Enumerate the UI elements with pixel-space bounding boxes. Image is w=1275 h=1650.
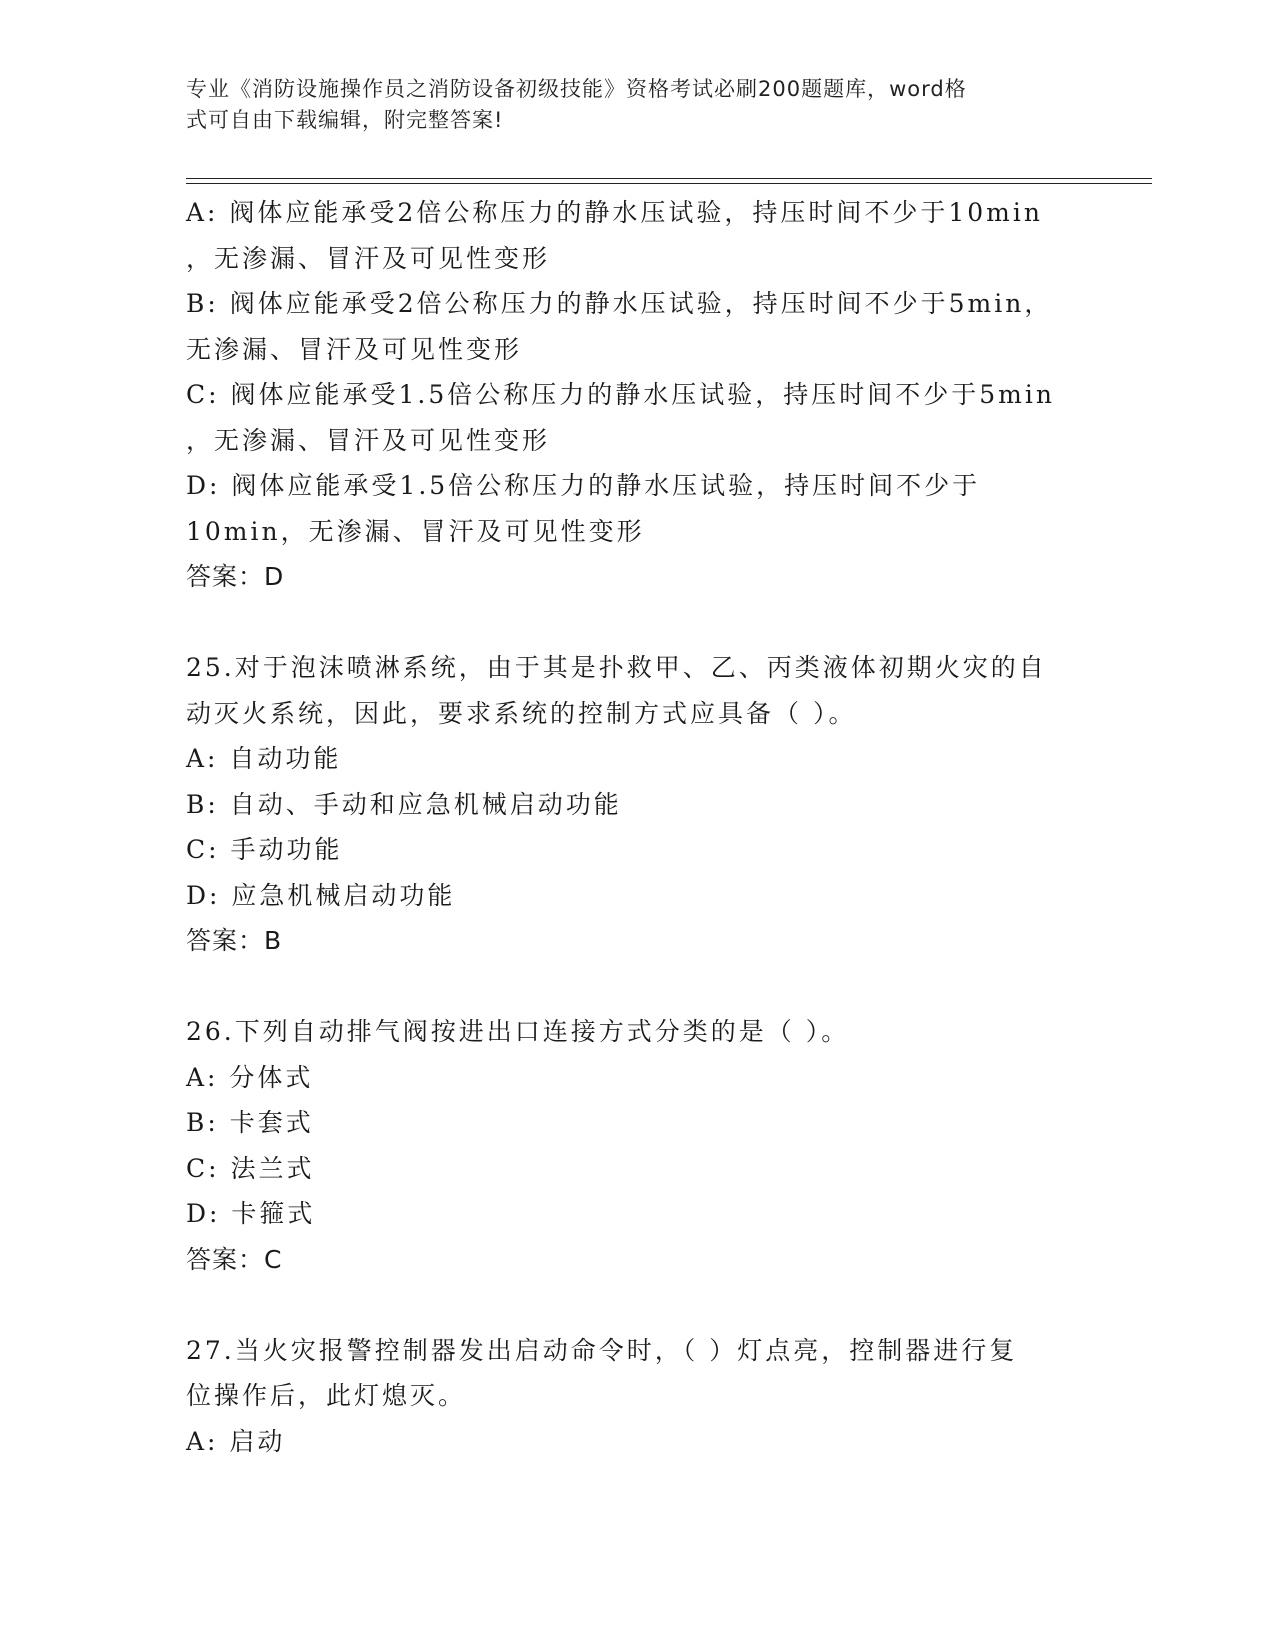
q24-option-c-line-1: C: 阀体应能承受1.5倍公称压力的静水压试验，持压时间不少于5min bbox=[186, 380, 1055, 409]
document-header bbox=[186, 74, 1066, 136]
header-divider-top bbox=[186, 178, 1152, 179]
question-26 bbox=[186, 1009, 1086, 1282]
q27-option-a: A: 启动 bbox=[186, 1426, 286, 1456]
q25-option-a: A: 自动功能 bbox=[186, 744, 342, 773]
q24-option-c-line-2: ，无渗漏、冒汗及可见性变形 bbox=[186, 425, 551, 455]
q25-answer: 答案：B bbox=[186, 926, 283, 955]
q24-option-a-line-2: ，无渗漏、冒汗及可见性变形 bbox=[186, 243, 551, 273]
q25-option-d: D: 应急机械启动功能 bbox=[186, 880, 456, 910]
q26-option-c: C: 法兰式 bbox=[186, 1153, 315, 1183]
header-title-line-2: 式可自由下载编辑，附完整答案! bbox=[186, 108, 504, 132]
q24-answer: 答案：D bbox=[186, 562, 285, 591]
question-list bbox=[186, 190, 1086, 1464]
q24-option-d-line-2: 10min，无渗漏、冒汗及可见性变形 bbox=[186, 516, 645, 546]
header-divider-bottom bbox=[186, 183, 1152, 184]
spacer bbox=[186, 964, 1086, 1010]
q26-option-b: B: 卡套式 bbox=[186, 1108, 314, 1137]
q24-option-d-line-1: D: 阀体应能承受1.5倍公称压力的静水压试验，持压时间不少于 bbox=[186, 471, 981, 500]
q26-answer: 答案：C bbox=[186, 1244, 283, 1274]
q24-option-b-line-2: 无渗漏、冒汗及可见性变形 bbox=[186, 334, 523, 364]
spacer bbox=[186, 600, 1086, 646]
q26-stem: 26.下列自动排气阀按进出口连接方式分类的是（ ）。 bbox=[186, 1017, 850, 1046]
q25-stem-line-1: 25.对于泡沫喷淋系统，由于其是扑救甲、乙、丙类液体初期火灾的自 bbox=[186, 653, 1047, 682]
q24-option-b-line-1: B: 阀体应能承受2倍公称压力的静水压试验，持压时间不少于5min， bbox=[186, 289, 1053, 318]
question-24-options bbox=[186, 190, 1086, 600]
q24-option-a-line-1: A: 阀体应能承受2倍公称压力的静水压试验，持压时间不少于10min bbox=[186, 198, 1043, 227]
q27-stem-line-1: 27.当火灾报警控制器发出启动命令时，（ ）灯点亮，控制器进行复 bbox=[186, 1335, 1018, 1365]
q25-option-c: C: 手动功能 bbox=[186, 835, 343, 864]
question-25 bbox=[186, 645, 1086, 964]
question-27 bbox=[186, 1328, 1086, 1465]
q27-stem-line-2: 位操作后，此灯熄灭。 bbox=[186, 1381, 467, 1410]
q26-option-d: D: 卡箍式 bbox=[186, 1199, 316, 1228]
q26-option-a: A: 分体式 bbox=[186, 1062, 314, 1092]
q25-stem-line-2: 动灭火系统，因此，要求系统的控制方式应具备（ ）。 bbox=[186, 698, 857, 728]
q25-option-b: B: 自动、手动和应急机械启动功能 bbox=[186, 789, 622, 819]
spacer bbox=[186, 1282, 1086, 1328]
header-title-line-1: 专业《消防设施操作员之消防设备初级技能》资格考试必刷200题题库，word格 bbox=[186, 77, 967, 101]
